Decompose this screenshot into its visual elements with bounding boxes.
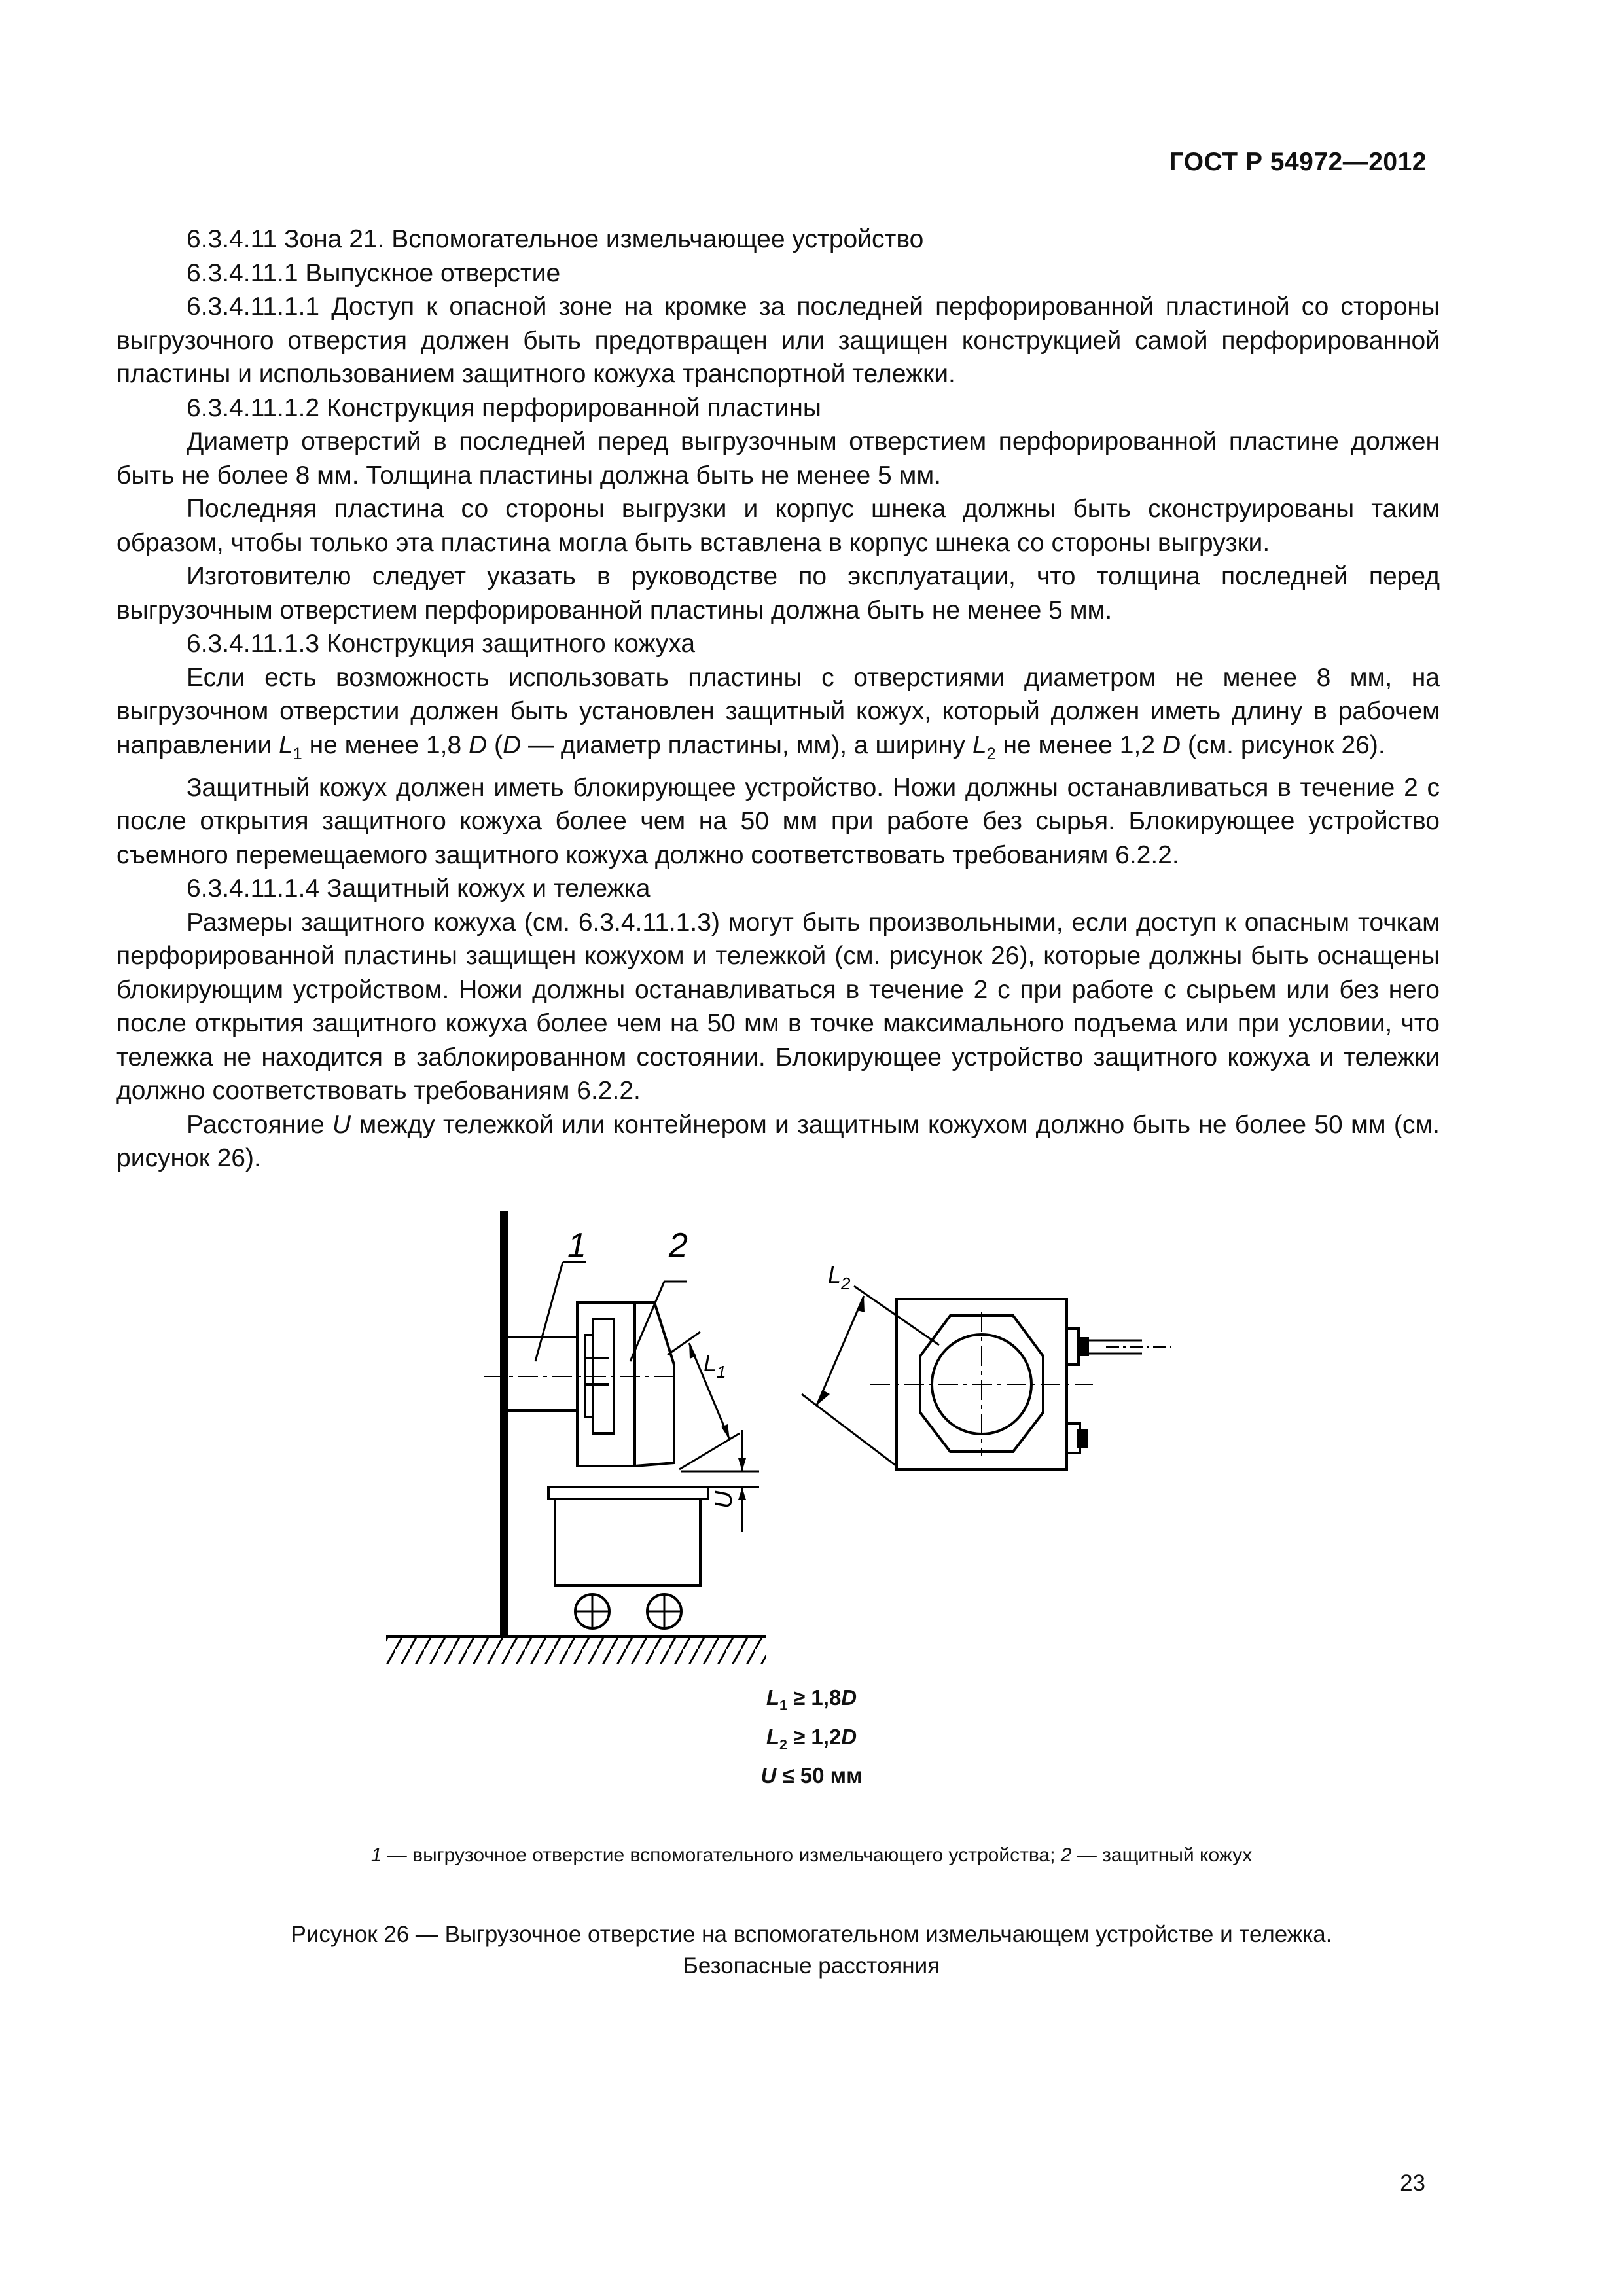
body-text bbox=[116, 223, 1440, 1175]
label-l2: $L_2$ bbox=[828, 1261, 851, 1293]
paragraph: 6.3.4.11.1.3 Конструкция защитного кожуха bbox=[187, 630, 696, 658]
protective-guard bbox=[635, 1302, 674, 1466]
formula-l2: $L_2 \ge 1,2D$ bbox=[766, 1724, 857, 1753]
figure-caption bbox=[0, 1919, 1623, 1982]
paragraph-distance-u: Расстояние U между тележкой или контейнером и защитным кожухом должно быть не более 50 мм (см. рисунок 26). bbox=[116, 1110, 1440, 1173]
front-view bbox=[870, 1299, 1171, 1469]
paragraph: Последняя пластина со стороны выгрузки и корпус шнека должны быть сконструированы таким образом, чтобы только эта пластина могла быть вставлена в корпус шнека со стороны выгрузки. bbox=[116, 495, 1440, 557]
dimension-l2 bbox=[802, 1286, 939, 1466]
dimension-u bbox=[654, 1430, 759, 1532]
discharge-pipe bbox=[508, 1337, 577, 1410]
caption-line: Безопасные расстояния bbox=[683, 1953, 940, 1979]
label-item-2: 2 bbox=[669, 1227, 688, 1265]
paragraph: 6.3.4.11.1.4 Защитный кожух и тележка bbox=[187, 874, 651, 903]
paragraph: 6.3.4.11.1 Выпускное отверстие bbox=[187, 259, 561, 287]
shredder-housing bbox=[577, 1302, 635, 1466]
paragraph: Защитный кожух должен иметь блокирующее устройство. Ножи должны останавливаться в течение 2 с после открытия защитного кожуха более чем на 50 мм при работе без сырья. Блокирующее устройство съемного перемещаемого защитного кожуха должно соответствовать требованиям 6.2.2. bbox=[116, 773, 1440, 869]
paragraph: Диаметр отверстий в последней перед выгрузочным отверстием перфорированной пластине должен быть не более 8 мм. Толщина пластины должна быть не менее 5 мм. bbox=[116, 427, 1440, 490]
label-item-1: 1 bbox=[567, 1227, 586, 1265]
ground-hatch bbox=[386, 1636, 766, 1664]
label-l1: $L_1$ bbox=[704, 1350, 726, 1382]
paragraph: 6.3.4.11.1.2 Конструкция перфорированной пластины bbox=[187, 393, 821, 422]
formula-l1: $L_1 \ge 1,8D$ bbox=[766, 1685, 857, 1713]
paragraph: Размеры защитного кожуха (см. 6.3.4.11.1.3) могут быть произвольными, если доступ к опасным точкам перфорированной пластины защищен кожухом и тележкой (см. рисунок 26), которые должны быть оснащены блокирующим устройством. Ножи должны останавливаться в течение 2 с при работе с сырьем или без него после открытия защитного кожуха более чем на 50 мм в точке максимального подъема или при условии, что тележка не находится в заблокированном состоянии. Блокирующее устройство защитного кожуха и тележки должно соответствовать требованиям 6.2.2. bbox=[116, 908, 1440, 1105]
paragraph: 6.3.4.11 Зона 21. Вспомогательное измельчающее устройство bbox=[187, 225, 924, 253]
figure-legend: 1 — выгрузочное отверстие вспомогательного измельчающего устройства; 2 — защитный кожух bbox=[370, 1844, 1253, 1866]
label-u: U bbox=[710, 1490, 738, 1509]
formula-u: U ≤ 50 мм bbox=[760, 1763, 863, 1788]
paragraph: 6.3.4.11.1.1 Доступ к опасной зоне на кромке за последней перфорированной пластиной со стороны выгрузочного отверстия должен быть предотвращен или защищен конструкцией самой перфорированной пластины и использованием защитного кожуха транспортной тележки. bbox=[116, 293, 1440, 388]
caption-line: Рисунок 26 — Выгрузочное отверстие на вспомогательном измельчающем устройстве и тележка. bbox=[291, 1922, 1332, 1947]
paragraph: Изготовителю следует указать в руководстве по эксплуатации, что толщина последней перед выгрузочным отверстием перфорированной пластины должна быть не менее 5 мм. bbox=[116, 562, 1440, 624]
paragraph-guard-length: Если есть возможность использовать пластины с отверстиями диаметром не менее 8 мм, на выгрузочном отверстии должен быть установлен защитный кожух, который должен иметь длину в рабочем направлении $L_1$ не менее 1,8 D (D — диаметр пластины, мм), а ширину $L_2$ не менее 1,2 D (см. рисунок 26). bbox=[116, 663, 1440, 763]
document-header: ГОСТ Р 54972—2012 bbox=[1169, 148, 1427, 176]
transport-cart bbox=[548, 1487, 708, 1628]
formulas bbox=[0, 1682, 1623, 1791]
page-number: 23 bbox=[1400, 2170, 1425, 2196]
